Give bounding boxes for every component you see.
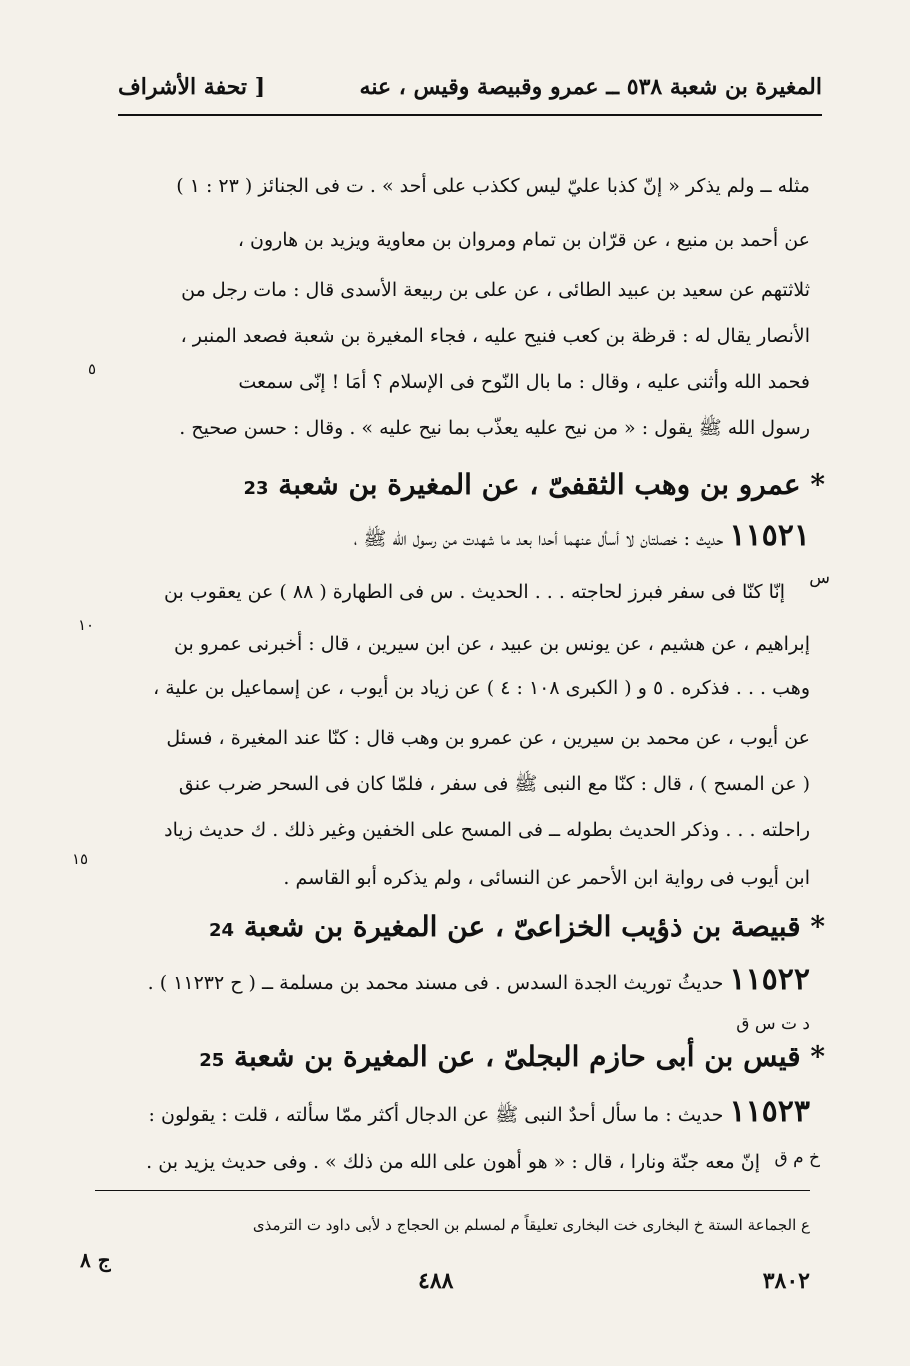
volume-label: ج ٨ xyxy=(80,1248,111,1272)
section-heading-25 xyxy=(199,1040,825,1073)
section-title: * قيس بن أبى حازم البجلىّ ، عن المغيرة بن شعبة xyxy=(234,1040,825,1073)
section-number: 23 xyxy=(243,478,269,499)
section-heading-23 xyxy=(220,468,825,501)
hadith-text: حديث : خصلتان لا أسأل عنهما أحدا بعد ما شهدت من رسول الله ﷺ ، xyxy=(353,528,724,550)
text-line: عن أحمد بن منيع ، عن قرّان بن تمام ومروان بن معاوية ويزيد بن هارون ، xyxy=(237,229,810,251)
hadith-text: حديثُ توريث الجدة السدس . فى مسند محمد بن مسلمة ــ ( ح ١١٢٣٢ ) . xyxy=(147,972,724,994)
text-line: ( عن المسح ) ، قال : كنّا مع النبى ﷺ فى سفر ، فلمّا كان فى السحر ضرب عنق xyxy=(178,773,810,795)
text-line: ابن أيوب فى رواية ابن الأحمر عن النسائى ، ولم يذكره أبو القاسم . xyxy=(283,867,810,889)
text-line: إبراهيم ، عن هشيم ، عن يونس بن عبيد ، عن ابن سيرين ، قال : أخبرنى عمرو بن xyxy=(174,633,810,655)
hadith-text: حديث : ما سأل أحدٌ النبى ﷺ عن الدجال أكثر ممّا سألته ، قلت : يقولون : xyxy=(148,1104,724,1126)
text-line: الأنصار يقال له : قرظة بن كعب فنيح عليه ، فجاء المغيرة بن شعبة فصعد المنبر ، xyxy=(180,325,810,347)
hadith-11523-line xyxy=(110,1094,810,1129)
source-mark: خ م ق xyxy=(774,1148,820,1168)
abbreviation-key: ع الجماعة الستة خ البخارى خت البخارى تعليقاً م لمسلم بن الحجاج د لأبى داود ت الترمذى xyxy=(252,1216,810,1234)
section-heading-24 xyxy=(209,910,825,943)
header-rule xyxy=(118,114,822,116)
text-line: راحلته . . . وذكر الحديث بطوله ــ فى المسح على الخفين وغير ذلك . ك حديث زياد xyxy=(164,819,810,841)
book-title: [ تحفة الأشراف xyxy=(118,74,266,100)
line-number-10: ١٠ xyxy=(78,616,95,634)
catalog-code: ٣٨٠٢ xyxy=(762,1268,810,1294)
hadith-11521-line xyxy=(110,518,810,553)
footer-rule xyxy=(95,1190,810,1191)
running-title: المغيرة بن شعبة ٥٣٨ ــ عمرو وقبيصة وقيس ، عنه xyxy=(359,74,822,100)
source-mark: د ت س ق xyxy=(736,1014,810,1034)
text-line: مثله ــ ولم يذكر « إنّ كذبا عليّ ليس ككذب على أحد » . ت فى الجنائز ( ٢٣ : ١ ) xyxy=(176,175,810,197)
text-line: وهب . . . فذكره . ٥ و ( الكبرى ١٠٨ : ٤ ) عن زياد بن أيوب ، عن إسماعيل بن علية ، xyxy=(153,677,810,699)
page-header xyxy=(118,68,822,114)
hadith-11522-line xyxy=(110,962,810,997)
text-line: ثلاثتهم عن سعيد بن عبيد الطائى ، عن على بن ربيعة الأسدى قال : مات رجل من xyxy=(181,279,810,301)
text-line: رسول الله ﷺ يقول : « من نيح عليه يعذّب بما نيح عليه » . وقال : حسن صحيح . xyxy=(179,417,810,439)
hadith-number: ١١٥٢٢ xyxy=(729,962,810,997)
hadith-number: ١١٥٢١ xyxy=(729,518,810,553)
section-title: * عمرو بن وهب الثقفىّ ، عن المغيرة بن شعبة xyxy=(278,468,825,501)
text-line: إنّ معه جنّة ونارا ، قال : « هو أهون على الله من ذلك » . وفى حديث يزيد بن . xyxy=(146,1151,760,1173)
hadith-number: ١١٥٢٣ xyxy=(729,1094,810,1129)
line-number-5: ٥ xyxy=(88,360,97,378)
text-line: فحمد الله وأثنى عليه ، وقال : ما بال النّوح فى الإسلام ؟ أمَا ! إنّى سمعت xyxy=(238,371,810,393)
section-number: 24 xyxy=(209,920,235,941)
text-line: عن أيوب ، عن محمد بن سيرين ، عن عمرو بن وهب قال : كنّا عند المغيرة ، فسئل xyxy=(166,727,810,749)
text-line: إنّا كنّا فى سفر فبرز لحاجته . . . الحديث . س فى الطهارة ( ٨٨ ) عن يعقوب بن xyxy=(163,581,785,603)
section-number: 25 xyxy=(199,1050,225,1071)
page-number: ٤٨٨ xyxy=(418,1268,454,1294)
line-number-15: ١٥ xyxy=(72,850,89,868)
source-mark: س xyxy=(809,568,830,588)
section-title: * قبيصة بن ذؤيب الخزاعىّ ، عن المغيرة بن شعبة xyxy=(243,910,825,943)
